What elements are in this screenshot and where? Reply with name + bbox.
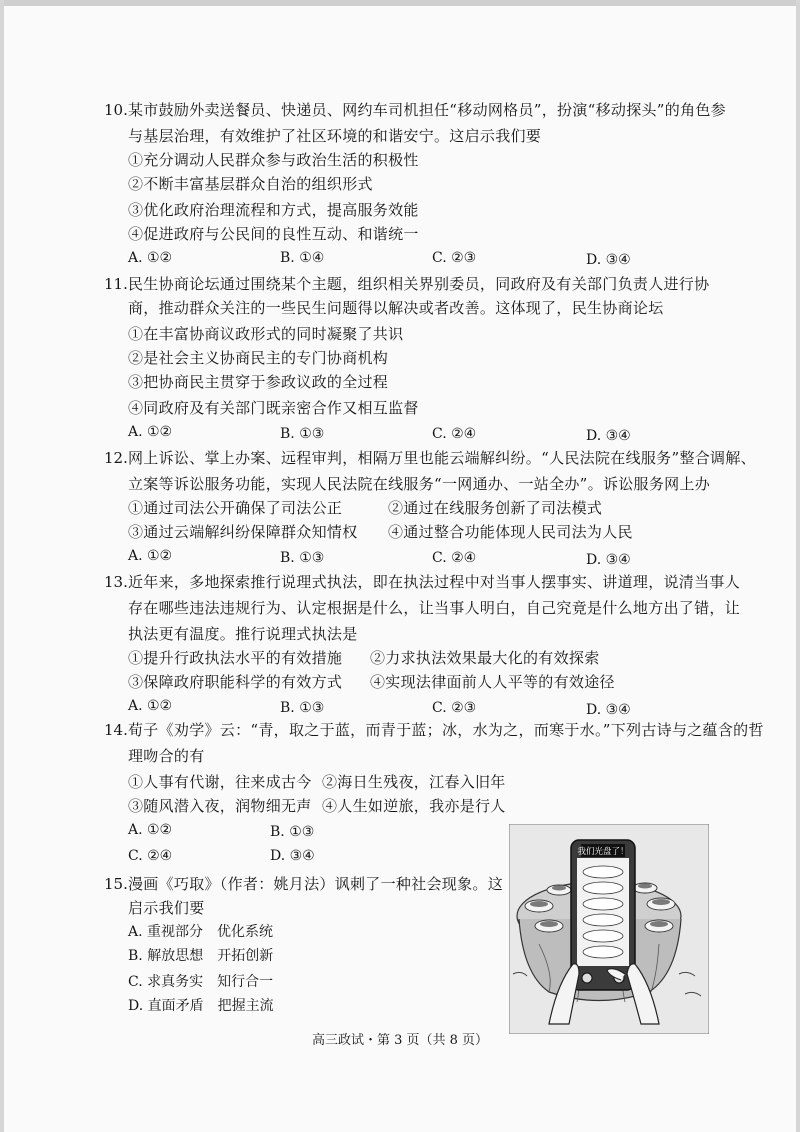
stem-line: 与基层治理，有效维护了社区环境的和谐安宁。这启示我们要 bbox=[128, 127, 542, 145]
choice-c: C. ②③ bbox=[432, 700, 477, 716]
choice-b: B. ①③ bbox=[280, 426, 325, 442]
choice-d: D. ③④ bbox=[586, 252, 631, 268]
statement: ④同政府及有关部门既亲密合作又相互监督 bbox=[128, 399, 419, 417]
cartoon-caption: 我们光盘了！ bbox=[577, 847, 629, 857]
choice-b: B. 解放思想 开拓创新 bbox=[128, 948, 274, 964]
statement: ③优化政府治理流程和方式，提高服务效能 bbox=[128, 201, 419, 219]
statement: ①人事有代谢，往来成古今 bbox=[128, 773, 312, 791]
question-number: 13. bbox=[104, 573, 128, 591]
stem-line: 民生协商论坛通过围绕某个主题，组织相关界别委员，同政府及有关部门负责人进行协 bbox=[128, 275, 710, 293]
statement: ①在丰富协商议政形式的同时凝聚了共识 bbox=[128, 325, 404, 343]
choice-c: C. 求真务实 知行合一 bbox=[128, 974, 274, 990]
stem-line: 立案等诉讼服务功能，实现人民法院在线服务“一网通办、一站全办”。诉讼服务网上办 bbox=[128, 475, 711, 493]
question-number: 14. bbox=[104, 721, 128, 739]
scan-edge-top bbox=[0, 0, 800, 6]
choice-a: A. ①② bbox=[128, 548, 173, 564]
statement: ③随风潜入夜，润物细无声 bbox=[128, 797, 312, 815]
statement: ①充分调动人民群众参与政治生活的积极性 bbox=[128, 151, 419, 169]
choice-c: C. ②④ bbox=[128, 848, 173, 864]
question-number: 15. bbox=[104, 875, 128, 893]
statement: ④促进政府与公民间的良性互动、和谐统一 bbox=[128, 225, 419, 243]
choice-b: B. ①③ bbox=[280, 550, 325, 566]
scan-edge-left bbox=[0, 0, 4, 1132]
statement: ③通过云端解纠纷保障群众知情权 bbox=[128, 523, 358, 541]
choice-d: D. ③④ bbox=[586, 552, 631, 568]
choice-a: A. 重视部分 优化系统 bbox=[128, 924, 274, 940]
choice-c: C. ②④ bbox=[432, 550, 477, 566]
question-number: 12. bbox=[104, 449, 128, 467]
statement: ③把协商民主贯穿于参政议政的全过程 bbox=[128, 373, 389, 391]
choice-d: D. ③④ bbox=[586, 702, 631, 718]
statement: ④通过整合功能体现人民司法为人民 bbox=[388, 523, 633, 541]
choice-d: D. 直面矛盾 把握主流 bbox=[128, 998, 274, 1014]
cartoon-drawing bbox=[509, 824, 709, 1034]
choice-c: C. ②③ bbox=[432, 250, 477, 266]
statement: ②通过在线服务创新了司法模式 bbox=[388, 499, 603, 517]
stem-line: 某市鼓励外卖送餐员、快递员、网约车司机担任“移动网格员”，扮演“移动探头”的角色参 bbox=[128, 101, 726, 119]
statement: ②是社会主义协商民主的专门协商机构 bbox=[128, 349, 389, 367]
cartoon-illustration bbox=[509, 824, 709, 1034]
scan-edge-right bbox=[796, 0, 800, 1132]
statement: ②海日生残夜，江春入旧年 bbox=[322, 773, 506, 791]
choice-a: A. ①② bbox=[128, 698, 173, 714]
statement: ④人生如逆旅，我亦是行人 bbox=[322, 797, 506, 815]
statement: ①通过司法公开确保了司法公正 bbox=[128, 499, 343, 517]
choice-a: A. ①② bbox=[128, 822, 173, 838]
stem-line: 网上诉讼、掌上办案、远程审判，相隔万里也能云端解纠纷。“人民法院在线服务”整合调解、 bbox=[128, 449, 756, 467]
choice-c: C. ②④ bbox=[432, 426, 477, 442]
stem-line: 漫画《巧取》（作者：姚月法）讽刺了一种社会现象。这 bbox=[128, 875, 504, 893]
stem-line: 理吻合的有 bbox=[128, 747, 205, 765]
choice-b: B. ①③ bbox=[270, 824, 315, 840]
statement: ②力求执法效果最大化的有效探索 bbox=[370, 649, 600, 667]
statement: ②不断丰富基层群众自治的组织形式 bbox=[128, 175, 373, 193]
question-number: 11. bbox=[104, 275, 128, 293]
choice-a: A. ①② bbox=[128, 424, 173, 440]
choice-a: A. ①② bbox=[128, 250, 173, 266]
page-footer: 高三政试・第 3 页（共 8 页） bbox=[311, 1033, 489, 1048]
question-number: 10. bbox=[104, 101, 128, 119]
choice-b: B. ①④ bbox=[280, 250, 325, 266]
stem-line: 执法更有温度。推行说理式执法是 bbox=[128, 625, 358, 643]
stem-line: 近年来，多地探索推行说理式执法，即在执法过程中对当事人摆事实、讲道理，说清当事人 bbox=[128, 573, 741, 591]
choice-d: D. ③④ bbox=[586, 428, 631, 444]
stem-line: 商，推动群众关注的一些民生问题得以解决或者改善。这体现了，民生协商论坛 bbox=[128, 299, 664, 317]
stem-line: 启示我们要 bbox=[128, 899, 205, 917]
choice-b: B. ①③ bbox=[280, 700, 325, 716]
statement: ③保障政府职能科学的有效方式 bbox=[128, 673, 343, 691]
choice-d: D. ③④ bbox=[270, 848, 315, 864]
statement: ①提升行政执法水平的有效措施 bbox=[128, 649, 343, 667]
statement: ④实现法律面前人人平等的有效途径 bbox=[370, 673, 615, 691]
stem-line: 荀子《劝学》云：“青，取之于蓝，而青于蓝；冰，水为之，而寒于水。”下列古诗与之蕴含的哲 bbox=[128, 721, 764, 739]
stem-line: 存在哪些违法违规行为、认定根据是什么，让当事人明白，自己究竟是什么地方出了错，让 bbox=[128, 599, 741, 617]
